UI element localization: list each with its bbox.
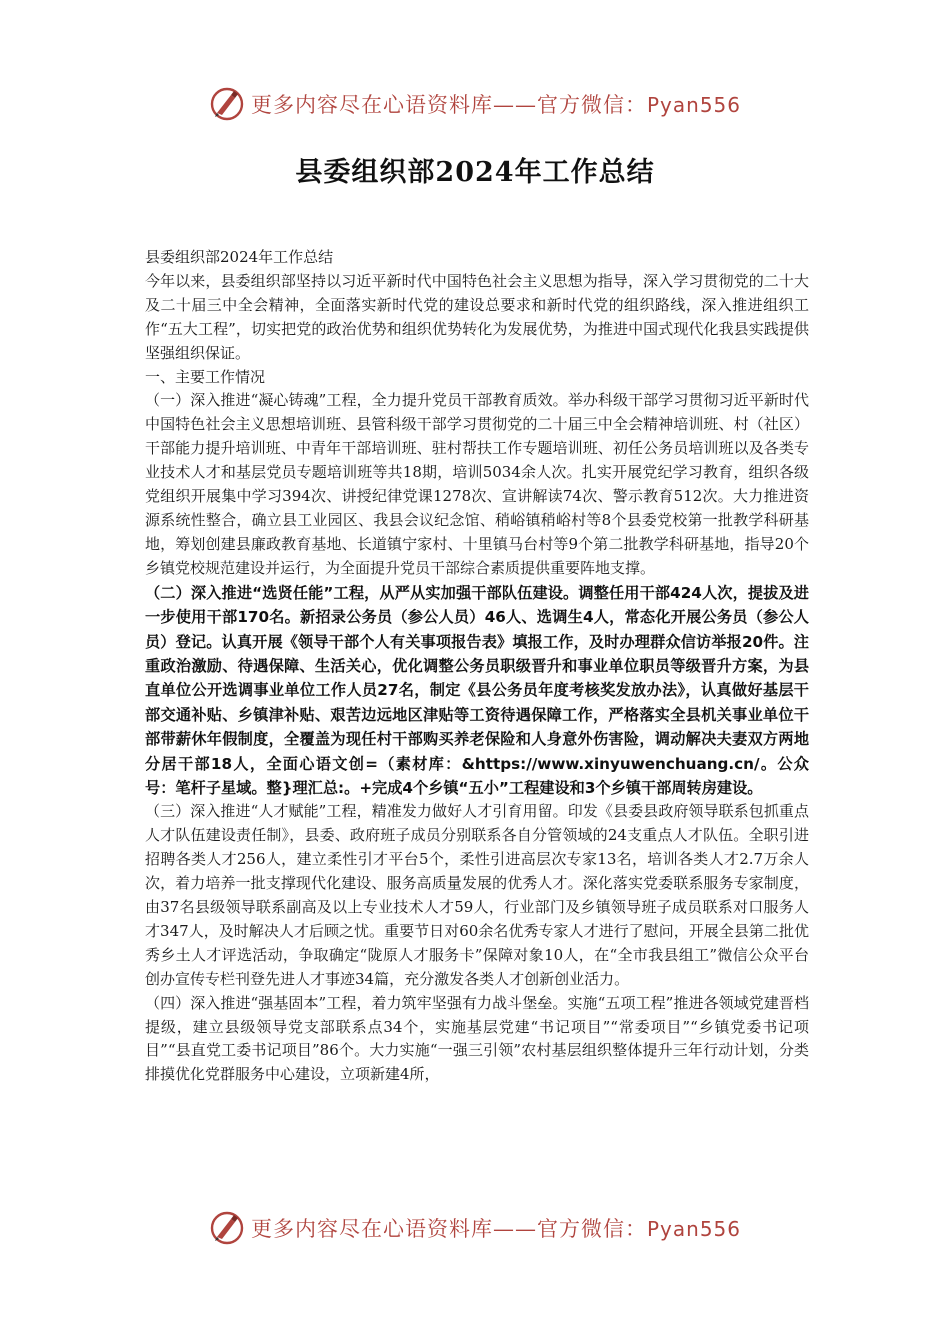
pen-logo-icon xyxy=(209,86,245,122)
pen-logo-icon xyxy=(209,1210,245,1246)
banner-text: 更多内容尽在心语资料库——官方微信：Pyan556 xyxy=(250,93,741,117)
wechat-id: Pyan556 xyxy=(646,93,741,117)
footer-banner xyxy=(0,1208,950,1248)
body-paragraph-subtitle: 县委组织部2024年工作总结 xyxy=(145,248,334,266)
body-paragraph-4: （四）深入推进“强基固本”工程，着力筑牢坚强有力战斗堡垒。实施“五项工程”推进各领域党建晋档提级，建立县级领导党支部联系点34个，实施基层党建“书记项目”“常委项目”“乡镇党委书记项目”“县直党工委书记项目”86个。大力实施“一强三引领”农村基层组织整体提升三年行动计划，分类排摸优化党群服务中心建设，立项新建4所， xyxy=(145,993,809,1084)
body-paragraph-3: （三）深入推进“人才赋能”工程，精准发力做好人才引育用留。印发《县委县政府领导联系包抓重点人才队伍建设责任制》，县委、政府班子成员分别联系各自分管领域的24支重点人才队伍。全职引进招聘各类人才256人，建立柔性引才平台5个，柔性引进高层次专家13名，培训各类人才2.7万余人次，着力培养一批支撑现代化建设、服务高质量发展的优秀人才。深化落实党委联系服务专家制度，由37名县级领导联系副高及以上专业技术人才59人，行业部门及乡镇领导班子成员联系对口服务人才347人，及时解决人才后顾之忧。重要节日对60余名优秀专家人才进行了慰问，开展全县第二批优秀乡土人才评选活动，争取确定“陇原人才服务卡”保障对象10人，在“全市我县组工”微信公众平台创办宣传专栏刊登先进人才事迹34篇，充分激发各类人才创新创业活力。 xyxy=(145,802,809,988)
document-body xyxy=(145,246,809,1087)
body-paragraph-intro: 今年以来，县委组织部坚持以习近平新时代中国特色社会主义思想为指导，深入学习贯彻党的二十大及二十届三中全会精神，全面落实新时代党的建设总要求和新时代党的组织路线，深入推进组织工作“五大工程”，切实把党的政治优势和组织优势转化为发展优势，为推进中国式现代化我县实践提供坚强组织保证。 xyxy=(145,271,809,362)
body-paragraph-2: （二）深入推进“选贤任能”工程，从严从实加强干部队伍建设。调整任用干部424人次，提拔及进一步使用干部170名。新招录公务员（参公人员）46人、选调生4人，常态化开展公务员（参公人员）登记。认真开展《领导干部个人有关事项报告表》填报工作，及时办理群众信访举报20件。注重政治激励、待遇保障、生活关心，优化调整公务员职级晋升和事业单位职员等级晋升方案，为县直单位公开选调事业单位工作人员27名，制定《县公务员年度考核奖发放办法》，认真做好基层干部交通补贴、乡镇津补贴、艰苦边远地区津贴等工资待遇保障工作，严格落实全县机关事业单位干部带薪休年假制度，全覆盖为现任村干部购买养老保险和人身意外伤害险，调动解决夫妻双方两地分居干部18人，全面心语文创=（素材库：&https://www.xinyuwenchuang.cn/。公众号：笔杆子星域。整}理汇总:。+完成4个乡镇“五小”工程建设和3个乡镇干部周转房建设。 xyxy=(145,583,809,797)
wechat-id: Pyan556 xyxy=(646,1217,741,1241)
banner-text: 更多内容尽在心语资料库——官方微信：Pyan556 xyxy=(250,1217,741,1241)
section-heading: 一、主要工作情况 xyxy=(145,367,266,386)
body-paragraph-1: （一）深入推进“凝心铸魂”工程，全力提升党员干部教育质效。举办科级干部学习贯彻习近平新时代中国特色社会主义思想培训班、县管科级干部学习贯彻党的二十届三中全会精神培训班、村（社区）干部能力提升培训班、中青年干部培训班、驻村帮扶工作专题培训班、初任公务员培训班以及各类专业技术人才和基层党员专题培训班等共18期，培训5034余人次。扎实开展党纪学习教育，组织各级党组织开展集中学习394次、讲授纪律党课1278次、宣讲解读74次、警示教育512次。大力推进资源系统性整合，确立县工业园区、我县会议纪念馆、稍峪镇稍峪村等8个县委党校第一批教学科研基地，筹划创建县廉政教育基地、长道镇宁家村、十里镇马台村等9个第二批教学科研基地，指导20个乡镇党校规范建设并运行，为全面提升党员干部综合素质提供重要阵地支撑。 xyxy=(145,391,809,577)
header-banner xyxy=(0,84,950,124)
document-title: 县委组织部2024年工作总结 xyxy=(295,157,655,188)
